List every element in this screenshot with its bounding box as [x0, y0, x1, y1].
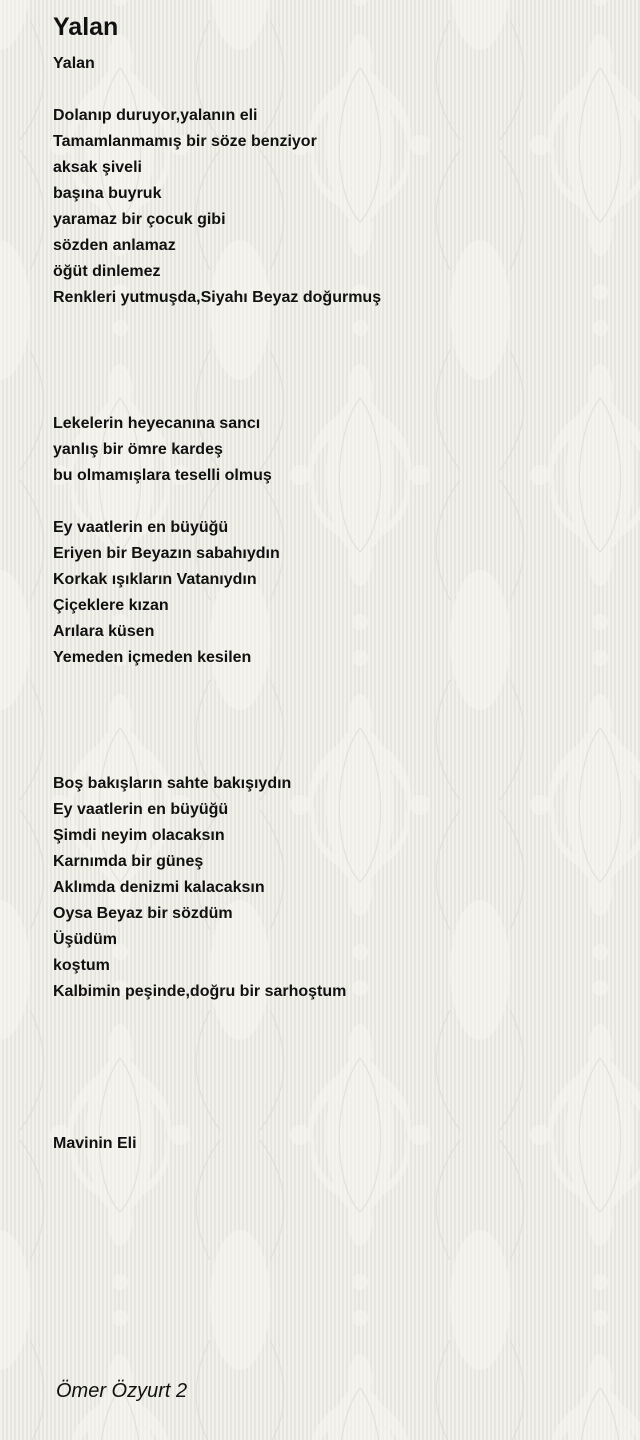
poem-line: Boş bakışların sahte bakışıydın: [53, 775, 292, 792]
poem-line: aksak şiveli: [53, 159, 142, 176]
poem-line: Şimdi neyim olacaksın: [53, 827, 225, 844]
poem-line: yaramaz bir çocuk gibi: [53, 211, 226, 228]
poem-line: Renkleri yutmuşda,Siyahı Beyaz doğurmuş: [53, 289, 382, 306]
poem-line: Dolanıp duruyor,yalanın eli: [53, 107, 258, 124]
poem-line: öğüt dinlemez: [53, 263, 161, 280]
poem-line: Aklımda denizmi kalacaksın: [53, 879, 265, 896]
poem-line: Yalan: [53, 55, 95, 72]
author-signature: Ömer Özyurt 2: [56, 1380, 188, 1402]
poem-line: koştum: [53, 957, 110, 974]
poem-line: Tamamlanmamış bir söze benziyor: [53, 133, 317, 150]
poem-line: Korkak ışıkların Vatanıydın: [53, 571, 257, 588]
poem-line: başına buyruk: [53, 185, 162, 202]
poem-line: Arılara küsen: [53, 623, 155, 640]
poem-line: Kalbimin peşinde,doğru bir sarhoştum: [53, 983, 347, 1000]
poem-line: Ey vaatlerin en büyüğü: [53, 519, 229, 536]
poem-line: Mavinin Eli: [53, 1135, 137, 1152]
poem-line: Lekelerin heyecanına sancı: [53, 415, 261, 432]
poem-line: Çiçeklere kızan: [53, 597, 169, 614]
poem-line: bu olmamışlara teselli olmuş: [53, 467, 272, 484]
poem-line: Üşüdüm: [53, 931, 117, 948]
poem-line: Oysa Beyaz bir sözdüm: [53, 905, 233, 922]
poem-line: Ey vaatlerin en büyüğü: [53, 801, 229, 818]
poem-line: Karnımda bir güneş: [53, 853, 204, 870]
poem-line: Yemeden içmeden kesilen: [53, 649, 252, 666]
poem-line: yanlış bir ömre kardeş: [53, 441, 223, 458]
poem-line: sözden anlamaz: [53, 237, 176, 254]
poem-title: Yalan: [53, 13, 119, 41]
poem-line: Eriyen bir Beyazın sabahıydın: [53, 545, 280, 562]
